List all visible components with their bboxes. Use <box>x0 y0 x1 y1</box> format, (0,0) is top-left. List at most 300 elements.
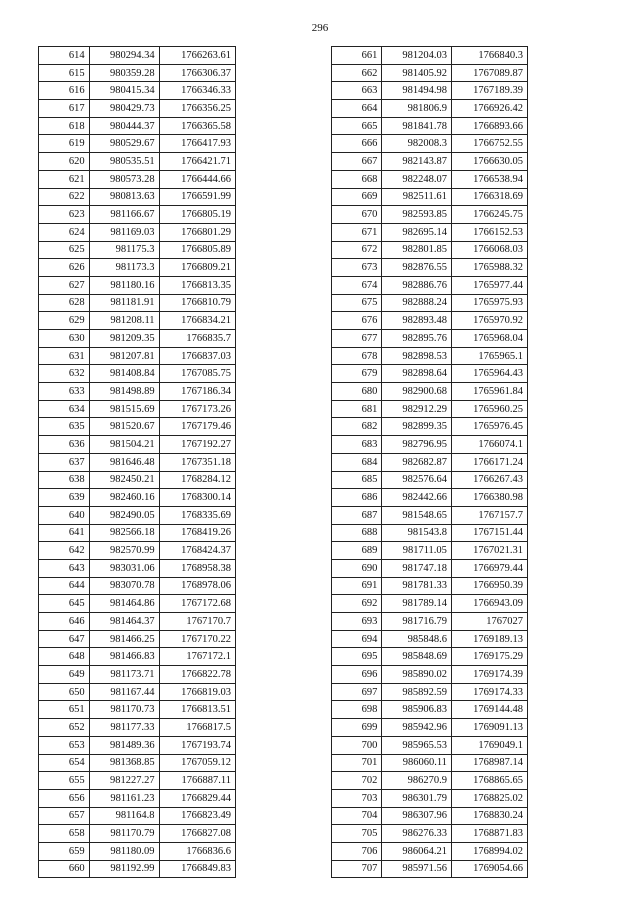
y-coordinate-cell: 1765977.44 <box>451 276 527 294</box>
table-row <box>39 418 236 436</box>
y-coordinate-cell: 1767189.39 <box>451 82 527 100</box>
x-coordinate-cell: 982912.29 <box>382 400 452 418</box>
x-coordinate-cell: 981204.03 <box>382 47 452 65</box>
point-number-cell: 653 <box>39 736 90 754</box>
y-coordinate-cell: 1767172.68 <box>159 595 235 613</box>
point-number-cell: 623 <box>39 206 90 224</box>
table-row <box>332 312 528 330</box>
y-coordinate-cell: 1766752.55 <box>451 135 527 153</box>
x-coordinate-cell: 981520.67 <box>89 418 159 436</box>
point-number-cell: 689 <box>332 542 382 560</box>
x-coordinate-cell: 982511.61 <box>382 188 452 206</box>
point-number-cell: 687 <box>332 506 382 524</box>
point-number-cell: 640 <box>39 506 90 524</box>
x-coordinate-cell: 981747.18 <box>382 559 452 577</box>
y-coordinate-cell: 1766835.7 <box>159 330 235 348</box>
table-row <box>39 117 236 135</box>
point-number-cell: 702 <box>332 772 382 790</box>
y-coordinate-cell: 1768825.02 <box>451 789 527 807</box>
y-coordinate-cell: 1766822.78 <box>159 666 235 684</box>
table-row <box>39 206 236 224</box>
point-number-cell: 649 <box>39 666 90 684</box>
point-number-cell: 632 <box>39 365 90 383</box>
y-coordinate-cell: 1766813.51 <box>159 701 235 719</box>
y-coordinate-cell: 1766836.6 <box>159 842 235 860</box>
point-number-cell: 618 <box>39 117 90 135</box>
x-coordinate-cell: 982898.53 <box>382 347 452 365</box>
y-coordinate-cell: 1768830.24 <box>451 807 527 825</box>
point-number-cell: 699 <box>332 719 382 737</box>
y-coordinate-cell: 1766805.89 <box>159 241 235 259</box>
y-coordinate-cell: 1768865.65 <box>451 772 527 790</box>
y-coordinate-cell: 1767085.75 <box>159 365 235 383</box>
point-number-cell: 650 <box>39 683 90 701</box>
x-coordinate-cell: 982570.99 <box>89 542 159 560</box>
point-number-cell: 694 <box>332 630 382 648</box>
x-coordinate-cell: 980535.51 <box>89 153 159 171</box>
point-number-cell: 677 <box>332 330 382 348</box>
table-row <box>39 188 236 206</box>
table-row <box>39 241 236 259</box>
point-number-cell: 662 <box>332 64 382 82</box>
x-coordinate-cell: 980573.28 <box>89 170 159 188</box>
y-coordinate-cell: 1769175.29 <box>451 648 527 666</box>
point-number-cell: 638 <box>39 471 90 489</box>
table-row <box>39 719 236 737</box>
table-row <box>332 683 528 701</box>
y-coordinate-cell: 1768871.83 <box>451 825 527 843</box>
point-number-cell: 707 <box>332 860 382 878</box>
x-coordinate-cell: 981368.85 <box>89 754 159 772</box>
x-coordinate-cell: 980415.34 <box>89 82 159 100</box>
y-coordinate-cell: 1768419.26 <box>159 524 235 542</box>
y-coordinate-cell: 1765961.84 <box>451 383 527 401</box>
table-row <box>332 842 528 860</box>
point-number-cell: 655 <box>39 772 90 790</box>
y-coordinate-cell: 1766245.75 <box>451 206 527 224</box>
y-coordinate-cell: 1768958.38 <box>159 559 235 577</box>
y-coordinate-cell: 1766926.42 <box>451 100 527 118</box>
x-coordinate-cell: 981646.48 <box>89 453 159 471</box>
point-number-cell: 625 <box>39 241 90 259</box>
x-coordinate-cell: 985848.6 <box>382 630 452 648</box>
x-coordinate-cell: 985965.53 <box>382 736 452 754</box>
x-coordinate-cell: 981227.27 <box>89 772 159 790</box>
point-number-cell: 628 <box>39 294 90 312</box>
table-row <box>39 82 236 100</box>
table-row <box>332 223 528 241</box>
table-row <box>332 347 528 365</box>
point-number-cell: 633 <box>39 383 90 401</box>
y-coordinate-cell: 1766068.03 <box>451 241 527 259</box>
x-coordinate-cell: 982898.64 <box>382 365 452 383</box>
x-coordinate-cell: 981543.8 <box>382 524 452 542</box>
x-coordinate-cell: 982593.85 <box>382 206 452 224</box>
table-row <box>332 276 528 294</box>
point-number-cell: 666 <box>332 135 382 153</box>
y-coordinate-cell: 1769174.39 <box>451 666 527 684</box>
point-number-cell: 669 <box>332 188 382 206</box>
table-row <box>332 559 528 577</box>
x-coordinate-cell: 985890.02 <box>382 666 452 684</box>
y-coordinate-cell: 1769054.66 <box>451 860 527 878</box>
point-number-cell: 643 <box>39 559 90 577</box>
x-coordinate-cell: 982143.87 <box>382 153 452 171</box>
x-coordinate-cell: 986301.79 <box>382 789 452 807</box>
x-coordinate-cell: 981841.78 <box>382 117 452 135</box>
x-coordinate-cell: 986270.9 <box>382 772 452 790</box>
table-row <box>39 683 236 701</box>
point-number-cell: 680 <box>332 383 382 401</box>
y-coordinate-cell: 1766813.35 <box>159 276 235 294</box>
x-coordinate-cell: 982460.16 <box>89 489 159 507</box>
point-number-cell: 683 <box>332 436 382 454</box>
table-row <box>332 206 528 224</box>
table-row <box>332 153 528 171</box>
table-row <box>332 117 528 135</box>
y-coordinate-cell: 1766417.93 <box>159 135 235 153</box>
coordinates-table-left <box>38 46 236 878</box>
table-row <box>39 807 236 825</box>
point-number-cell: 679 <box>332 365 382 383</box>
point-number-cell: 647 <box>39 630 90 648</box>
point-number-cell: 692 <box>332 595 382 613</box>
point-number-cell: 660 <box>39 860 90 878</box>
x-coordinate-cell: 982248.07 <box>382 170 452 188</box>
point-number-cell: 637 <box>39 453 90 471</box>
y-coordinate-cell: 1765975.93 <box>451 294 527 312</box>
table-row <box>39 736 236 754</box>
y-coordinate-cell: 1766943.09 <box>451 595 527 613</box>
point-number-cell: 704 <box>332 807 382 825</box>
table-row <box>332 577 528 595</box>
table-row <box>39 276 236 294</box>
y-coordinate-cell: 1766823.49 <box>159 807 235 825</box>
table-row <box>332 807 528 825</box>
y-coordinate-cell: 1766887.11 <box>159 772 235 790</box>
y-coordinate-cell: 1767170.7 <box>159 613 235 631</box>
point-number-cell: 621 <box>39 170 90 188</box>
table-row <box>332 648 528 666</box>
y-coordinate-cell: 1766849.83 <box>159 860 235 878</box>
point-number-cell: 627 <box>39 276 90 294</box>
x-coordinate-cell: 981494.98 <box>382 82 452 100</box>
x-coordinate-cell: 981489.36 <box>89 736 159 754</box>
table-row <box>332 754 528 772</box>
y-coordinate-cell: 1767172.1 <box>159 648 235 666</box>
y-coordinate-cell: 1768300.14 <box>159 489 235 507</box>
x-coordinate-cell: 981504.21 <box>89 436 159 454</box>
y-coordinate-cell: 1768335.69 <box>159 506 235 524</box>
x-coordinate-cell: 980813.63 <box>89 188 159 206</box>
point-number-cell: 700 <box>332 736 382 754</box>
point-number-cell: 652 <box>39 719 90 737</box>
y-coordinate-cell: 1766306.37 <box>159 64 235 82</box>
table-row <box>332 64 528 82</box>
point-number-cell: 654 <box>39 754 90 772</box>
point-number-cell: 641 <box>39 524 90 542</box>
point-number-cell: 671 <box>332 223 382 241</box>
y-coordinate-cell: 1766538.94 <box>451 170 527 188</box>
x-coordinate-cell: 981548.65 <box>382 506 452 524</box>
point-number-cell: 617 <box>39 100 90 118</box>
y-coordinate-cell: 1765988.32 <box>451 259 527 277</box>
x-coordinate-cell: 982876.55 <box>382 259 452 277</box>
x-coordinate-cell: 986307.96 <box>382 807 452 825</box>
y-coordinate-cell: 1766809.21 <box>159 259 235 277</box>
x-coordinate-cell: 985942.96 <box>382 719 452 737</box>
x-coordinate-cell: 980444.37 <box>89 117 159 135</box>
x-coordinate-cell: 982576.64 <box>382 471 452 489</box>
point-number-cell: 674 <box>332 276 382 294</box>
point-number-cell: 682 <box>332 418 382 436</box>
y-coordinate-cell: 1768284.12 <box>159 471 235 489</box>
point-number-cell: 657 <box>39 807 90 825</box>
y-coordinate-cell: 1766356.25 <box>159 100 235 118</box>
table-row <box>39 842 236 860</box>
y-coordinate-cell: 1767192.27 <box>159 436 235 454</box>
point-number-cell: 664 <box>332 100 382 118</box>
x-coordinate-cell: 981806.9 <box>382 100 452 118</box>
y-coordinate-cell: 1766152.53 <box>451 223 527 241</box>
point-number-cell: 619 <box>39 135 90 153</box>
point-number-cell: 695 <box>332 648 382 666</box>
point-number-cell: 670 <box>332 206 382 224</box>
y-coordinate-cell: 1767089.87 <box>451 64 527 82</box>
x-coordinate-cell: 985906.83 <box>382 701 452 719</box>
table-row <box>39 524 236 542</box>
table-row <box>332 719 528 737</box>
y-coordinate-cell: 1767151.44 <box>451 524 527 542</box>
table-row <box>39 630 236 648</box>
table-row <box>39 64 236 82</box>
table-row <box>39 383 236 401</box>
y-coordinate-cell: 1765976.45 <box>451 418 527 436</box>
point-number-cell: 635 <box>39 418 90 436</box>
table-row <box>332 418 528 436</box>
y-coordinate-cell: 1767179.46 <box>159 418 235 436</box>
x-coordinate-cell: 982450.21 <box>89 471 159 489</box>
x-coordinate-cell: 982900.68 <box>382 383 452 401</box>
table-row <box>39 294 236 312</box>
point-number-cell: 688 <box>332 524 382 542</box>
y-coordinate-cell: 1769049.1 <box>451 736 527 754</box>
table-row <box>332 400 528 418</box>
x-coordinate-cell: 981208.11 <box>89 312 159 330</box>
y-coordinate-cell: 1767027 <box>451 613 527 631</box>
table-row <box>332 789 528 807</box>
y-coordinate-cell: 1768424.37 <box>159 542 235 560</box>
y-coordinate-cell: 1766805.19 <box>159 206 235 224</box>
coordinates-table-right <box>331 46 528 878</box>
y-coordinate-cell: 1765970.92 <box>451 312 527 330</box>
x-coordinate-cell: 981170.73 <box>89 701 159 719</box>
point-number-cell: 693 <box>332 613 382 631</box>
y-coordinate-cell: 1766444.66 <box>159 170 235 188</box>
table-row <box>39 312 236 330</box>
y-coordinate-cell: 1765965.1 <box>451 347 527 365</box>
table-row <box>332 825 528 843</box>
point-number-cell: 686 <box>332 489 382 507</box>
x-coordinate-cell: 985971.56 <box>382 860 452 878</box>
point-number-cell: 698 <box>332 701 382 719</box>
table-row <box>332 170 528 188</box>
x-coordinate-cell: 981169.03 <box>89 223 159 241</box>
table-row <box>332 241 528 259</box>
y-coordinate-cell: 1766630.05 <box>451 153 527 171</box>
y-coordinate-cell: 1766267.43 <box>451 471 527 489</box>
point-number-cell: 646 <box>39 613 90 631</box>
table-row <box>332 524 528 542</box>
y-coordinate-cell: 1769189.13 <box>451 630 527 648</box>
y-coordinate-cell: 1767193.74 <box>159 736 235 754</box>
x-coordinate-cell: 981515.69 <box>89 400 159 418</box>
point-number-cell: 678 <box>332 347 382 365</box>
x-coordinate-cell: 983031.06 <box>89 559 159 577</box>
x-coordinate-cell: 981207.81 <box>89 347 159 365</box>
point-number-cell: 645 <box>39 595 90 613</box>
table-row <box>39 223 236 241</box>
table-row <box>39 701 236 719</box>
table-row <box>39 400 236 418</box>
x-coordinate-cell: 981466.83 <box>89 648 159 666</box>
x-coordinate-cell: 981161.23 <box>89 789 159 807</box>
point-number-cell: 615 <box>39 64 90 82</box>
x-coordinate-cell: 982442.66 <box>382 489 452 507</box>
y-coordinate-cell: 1768987.14 <box>451 754 527 772</box>
x-coordinate-cell: 981192.99 <box>89 860 159 878</box>
point-number-cell: 620 <box>39 153 90 171</box>
y-coordinate-cell: 1767157.7 <box>451 506 527 524</box>
point-number-cell: 614 <box>39 47 90 65</box>
y-coordinate-cell: 1766834.21 <box>159 312 235 330</box>
table-row <box>332 100 528 118</box>
point-number-cell: 685 <box>332 471 382 489</box>
table-row <box>332 613 528 631</box>
table-row <box>332 542 528 560</box>
y-coordinate-cell: 1766318.69 <box>451 188 527 206</box>
x-coordinate-cell: 982566.18 <box>89 524 159 542</box>
point-number-cell: 629 <box>39 312 90 330</box>
table-row <box>39 47 236 65</box>
point-number-cell: 631 <box>39 347 90 365</box>
y-coordinate-cell: 1766840.3 <box>451 47 527 65</box>
point-number-cell: 681 <box>332 400 382 418</box>
x-coordinate-cell: 986276.33 <box>382 825 452 843</box>
x-coordinate-cell: 981464.86 <box>89 595 159 613</box>
y-coordinate-cell: 1766819.03 <box>159 683 235 701</box>
point-number-cell: 697 <box>332 683 382 701</box>
table-row <box>39 489 236 507</box>
point-number-cell: 701 <box>332 754 382 772</box>
table-row <box>332 506 528 524</box>
x-coordinate-cell: 982682.87 <box>382 453 452 471</box>
point-number-cell: 673 <box>332 259 382 277</box>
y-coordinate-cell: 1766074.1 <box>451 436 527 454</box>
x-coordinate-cell: 980294.34 <box>89 47 159 65</box>
table-row <box>39 135 236 153</box>
x-coordinate-cell: 981175.3 <box>89 241 159 259</box>
table-row <box>39 100 236 118</box>
y-coordinate-cell: 1768978.06 <box>159 577 235 595</box>
point-number-cell: 644 <box>39 577 90 595</box>
y-coordinate-cell: 1769144.48 <box>451 701 527 719</box>
point-number-cell: 639 <box>39 489 90 507</box>
x-coordinate-cell: 981789.14 <box>382 595 452 613</box>
table-row <box>332 595 528 613</box>
y-coordinate-cell: 1767021.31 <box>451 542 527 560</box>
point-number-cell: 626 <box>39 259 90 277</box>
x-coordinate-cell: 980529.67 <box>89 135 159 153</box>
y-coordinate-cell: 1767059.12 <box>159 754 235 772</box>
y-coordinate-cell: 1766827.08 <box>159 825 235 843</box>
x-coordinate-cell: 981498.89 <box>89 383 159 401</box>
y-coordinate-cell: 1769174.33 <box>451 683 527 701</box>
y-coordinate-cell: 1766346.33 <box>159 82 235 100</box>
x-coordinate-cell: 982008.3 <box>382 135 452 153</box>
table-row <box>39 860 236 878</box>
x-coordinate-cell: 981173.3 <box>89 259 159 277</box>
y-coordinate-cell: 1766801.29 <box>159 223 235 241</box>
x-coordinate-cell: 982893.48 <box>382 312 452 330</box>
x-coordinate-cell: 986064.21 <box>382 842 452 860</box>
x-coordinate-cell: 981180.09 <box>89 842 159 860</box>
point-number-cell: 665 <box>332 117 382 135</box>
y-coordinate-cell: 1768994.02 <box>451 842 527 860</box>
point-number-cell: 659 <box>39 842 90 860</box>
y-coordinate-cell: 1769091.13 <box>451 719 527 737</box>
y-coordinate-cell: 1765964.43 <box>451 365 527 383</box>
table-row <box>39 648 236 666</box>
x-coordinate-cell: 981405.92 <box>382 64 452 82</box>
x-coordinate-cell: 982796.95 <box>382 436 452 454</box>
y-coordinate-cell: 1766810.79 <box>159 294 235 312</box>
y-coordinate-cell: 1766829.44 <box>159 789 235 807</box>
y-coordinate-cell: 1766837.03 <box>159 347 235 365</box>
x-coordinate-cell: 981408.84 <box>89 365 159 383</box>
y-coordinate-cell: 1766893.66 <box>451 117 527 135</box>
x-coordinate-cell: 981173.71 <box>89 666 159 684</box>
point-number-cell: 661 <box>332 47 382 65</box>
x-coordinate-cell: 981180.16 <box>89 276 159 294</box>
point-number-cell: 656 <box>39 789 90 807</box>
point-number-cell: 622 <box>39 188 90 206</box>
table-row <box>332 666 528 684</box>
x-coordinate-cell: 981166.67 <box>89 206 159 224</box>
table-row <box>332 630 528 648</box>
table-row <box>39 754 236 772</box>
x-coordinate-cell: 985892.59 <box>382 683 452 701</box>
table-row <box>39 330 236 348</box>
x-coordinate-cell: 982695.14 <box>382 223 452 241</box>
table-row <box>39 506 236 524</box>
x-coordinate-cell: 981781.33 <box>382 577 452 595</box>
table-row <box>39 772 236 790</box>
x-coordinate-cell: 981164.8 <box>89 807 159 825</box>
y-coordinate-cell: 1767173.26 <box>159 400 235 418</box>
y-coordinate-cell: 1765968.04 <box>451 330 527 348</box>
x-coordinate-cell: 981177.33 <box>89 719 159 737</box>
x-coordinate-cell: 982886.76 <box>382 276 452 294</box>
table-row <box>332 701 528 719</box>
table-row <box>332 47 528 65</box>
x-coordinate-cell: 980359.28 <box>89 64 159 82</box>
table-row <box>39 471 236 489</box>
table-row <box>332 383 528 401</box>
y-coordinate-cell: 1767186.34 <box>159 383 235 401</box>
y-coordinate-cell: 1766817.5 <box>159 719 235 737</box>
table-row <box>332 860 528 878</box>
